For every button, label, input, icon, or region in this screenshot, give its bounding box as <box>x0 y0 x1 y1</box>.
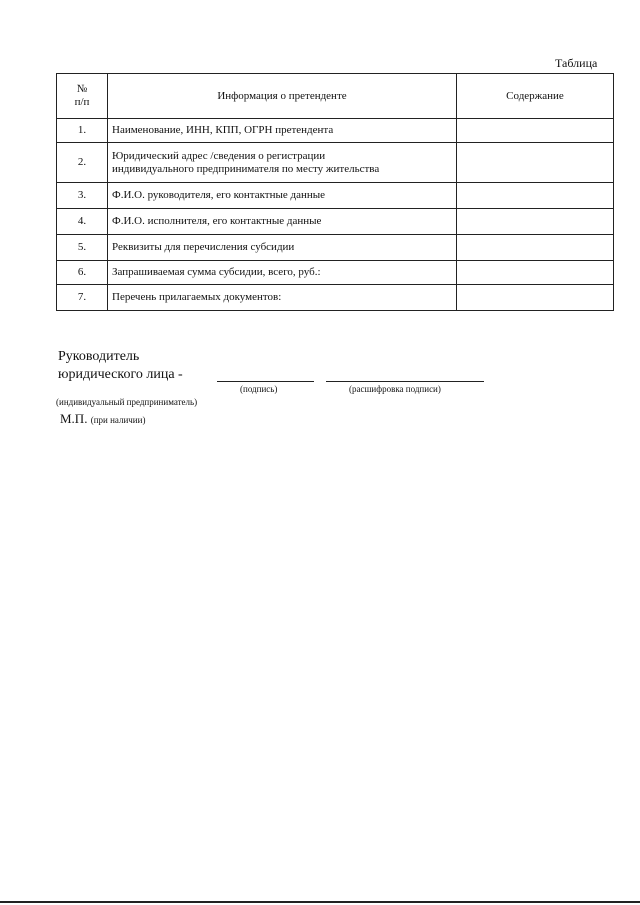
table-caption: Таблица <box>555 56 598 70</box>
header-number <box>57 74 108 119</box>
row-content-cell[interactable] <box>457 235 614 261</box>
row-number: 1. <box>57 119 108 143</box>
row-content-cell[interactable] <box>457 285 614 311</box>
stamp-abbrev: М.П. <box>60 411 88 426</box>
applicant-info-table <box>56 73 614 311</box>
signature-caption: (подпись) <box>240 384 278 394</box>
row-number: 2. <box>57 143 108 183</box>
row-content-cell[interactable] <box>457 209 614 235</box>
row-text: Наименование, ИНН, КПП, ОГРН претендента <box>108 119 457 143</box>
table-row <box>57 235 614 261</box>
table-row <box>57 183 614 209</box>
row-content-cell[interactable] <box>457 261 614 285</box>
table-header-row <box>57 74 614 119</box>
table-row <box>57 143 614 183</box>
table-row <box>57 119 614 143</box>
row-content-cell[interactable] <box>457 143 614 183</box>
row-content-cell[interactable] <box>457 183 614 209</box>
signature-title-line2: юридического лица - <box>58 367 183 382</box>
row-text-line: индивидуального предпринимателя по месту жительства <box>112 162 380 175</box>
header-number-sign: № <box>76 83 88 95</box>
row-text: Реквизиты для перечисления субсидии <box>108 235 457 261</box>
signature-decode-caption: (расшифровка подписи) <box>349 384 441 394</box>
row-content-cell[interactable] <box>457 119 614 143</box>
row-text: Перечень прилагаемых документов: <box>108 285 457 311</box>
header-info: Информация о претенденте <box>108 74 457 119</box>
stamp-note: (при наличии) <box>90 415 146 425</box>
signature-title-line1: Руководитель <box>58 349 140 364</box>
entrepreneur-note: (индивидуальный предприниматель) <box>56 397 198 407</box>
signature-decode-line[interactable] <box>326 381 484 382</box>
row-number: 3. <box>57 183 108 209</box>
bottom-divider <box>0 901 640 903</box>
row-number: 5. <box>57 235 108 261</box>
row-text: Ф.И.О. руководителя, его контактные данные <box>108 183 457 209</box>
row-number: 7. <box>57 285 108 311</box>
row-text-line: Юридический адрес /сведения о регистрации <box>112 149 326 162</box>
header-content: Содержание <box>457 74 614 119</box>
row-number: 6. <box>57 261 108 285</box>
signature-line[interactable] <box>217 381 314 382</box>
row-text <box>108 143 457 183</box>
stamp-label <box>60 411 145 427</box>
table-row <box>57 285 614 311</box>
table-row <box>57 261 614 285</box>
table-row <box>57 209 614 235</box>
row-text: Ф.И.О. исполнителя, его контактные данные <box>108 209 457 235</box>
row-number: 4. <box>57 209 108 235</box>
row-text: Запрашиваемая сумма субсидии, всего, руб.: <box>108 261 457 285</box>
header-number-abbrev: п/п <box>74 96 90 108</box>
